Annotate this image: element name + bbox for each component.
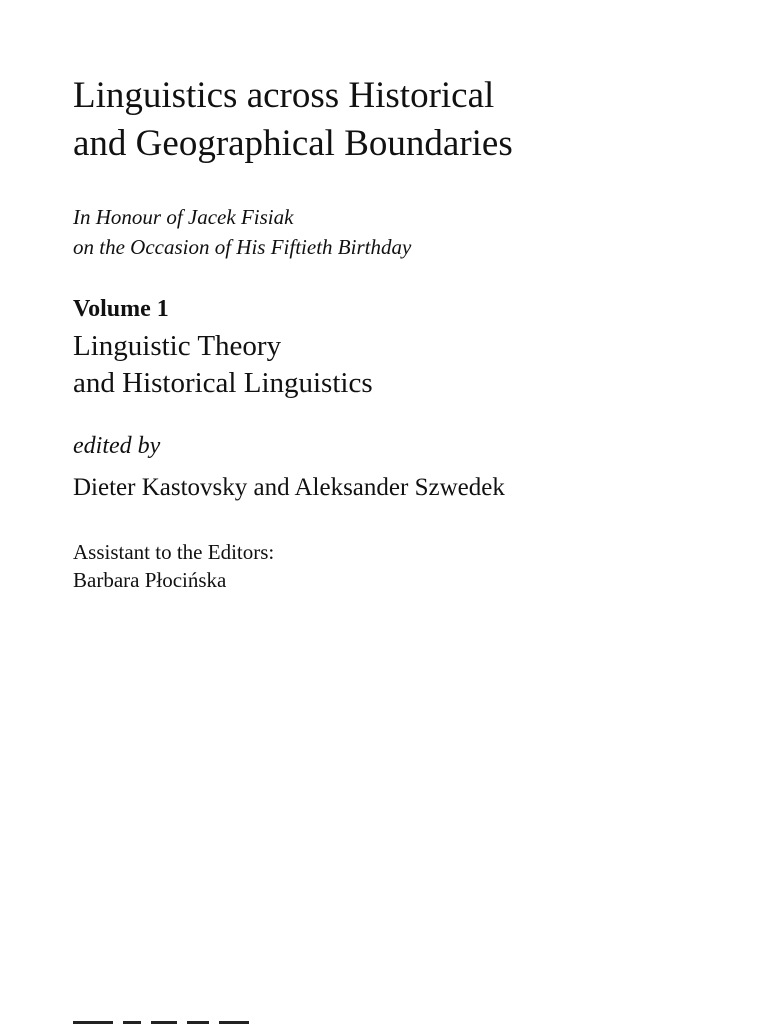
book-title-line-1: Linguistics across Historical <box>73 75 495 116</box>
volume-title-line-2: and Historical Linguistics <box>73 367 373 399</box>
assistant-label: Assistant to the Editors: <box>73 540 275 564</box>
dedication-line-1: In Honour of Jacek Fisiak <box>73 205 294 229</box>
dedication <box>73 202 748 262</box>
publisher-imprint-fragment <box>73 1016 373 1024</box>
book-title <box>73 72 748 168</box>
book-title-line-2: and Geographical Boundaries <box>73 123 513 164</box>
edited-by-text: edited by <box>73 433 161 459</box>
edited-by-label <box>73 429 748 463</box>
assistant-name: Barbara Płocińska <box>73 568 227 592</box>
editor-names <box>73 470 748 506</box>
dedication-line-2: on the Occasion of His Fiftieth Birthday <box>73 235 412 259</box>
volume-title <box>73 328 748 402</box>
volume-title-line-1: Linguistic Theory <box>73 330 282 362</box>
volume-number-text: Volume 1 <box>73 296 169 322</box>
volume-number <box>73 292 748 326</box>
editor-names-text: Dieter Kastovsky and Aleksander Szwedek <box>73 474 505 501</box>
assistant-editors <box>73 538 748 594</box>
